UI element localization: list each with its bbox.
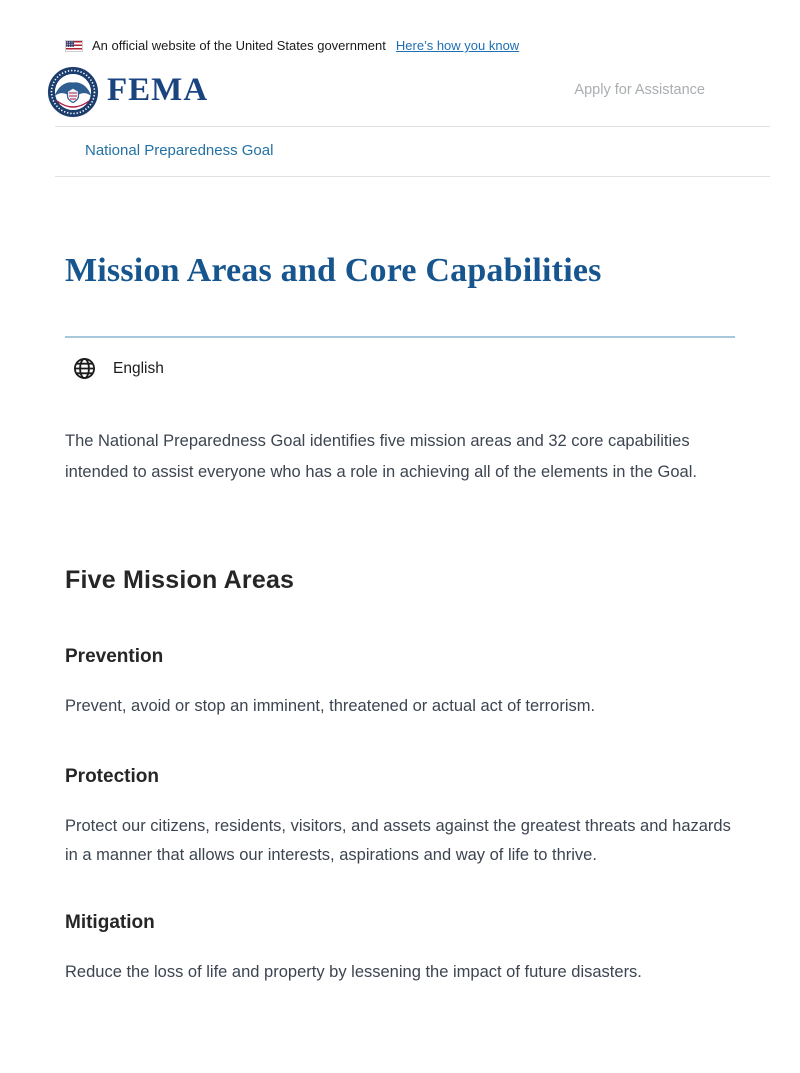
site-header: [47, 64, 800, 120]
mission-area-protection: [65, 766, 735, 870]
mission-area-description: Prevent, avoid or stop an imminent, threatened or actual act of terrorism.: [65, 697, 596, 716]
mission-area-description: Reduce the loss of life and property by lessening the impact of future disasters.: [65, 963, 642, 982]
apply-for-assistance-link[interactable]: Apply for Assistance: [574, 82, 705, 98]
gov-banner-text: An official website of the United States government: [92, 38, 386, 53]
heres-how-you-know-link[interactable]: Here’s how you know: [395, 38, 520, 53]
gov-banner: [65, 38, 800, 53]
mission-area-mitigation: [65, 912, 735, 987]
fema-logo-wordmark[interactable]: FEMA: [107, 71, 209, 108]
globe-icon: [73, 357, 96, 380]
subnav-divider: [55, 176, 770, 177]
mission-area-name: Prevention: [65, 646, 164, 668]
page-title: Mission Areas and Core Capabilities: [65, 252, 602, 289]
section-title-five-mission-areas: Five Mission Areas: [65, 566, 295, 595]
mission-area-name: Mitigation: [65, 912, 155, 934]
title-divider: [65, 336, 735, 338]
language-label[interactable]: English: [113, 359, 164, 377]
mission-area-description: Protect our citizens, residents, visitors, and assets against the greatest threats and hazards in a manner that allows our interests, aspirations and way of life to thrive.: [65, 817, 731, 865]
mission-area-prevention: [65, 646, 735, 721]
national-preparedness-goal-link[interactable]: National Preparedness Goal: [85, 142, 274, 159]
secondary-nav: [0, 127, 800, 176]
us-flag-icon: [65, 40, 83, 52]
main-content: [65, 249, 735, 987]
language-selector[interactable]: [65, 357, 735, 380]
mission-area-name: Protection: [65, 766, 159, 788]
intro-paragraph: The National Preparedness Goal identifies five mission areas and 32 core capabilities intended to assist everyone who has a role in achieving all of the elements in the Goal.: [65, 432, 697, 482]
dhs-seal-icon: [47, 66, 99, 118]
